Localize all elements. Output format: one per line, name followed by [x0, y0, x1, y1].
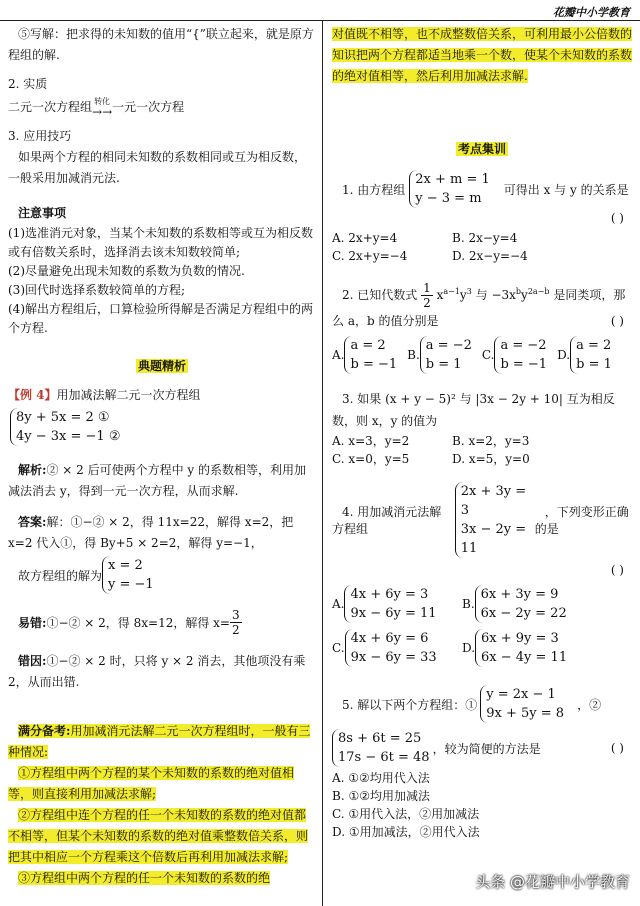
q3-option-b[interactable]: B. x=2，y=3 [452, 434, 530, 448]
q2-options [332, 336, 632, 374]
essence-arrow-label: 转化 [94, 97, 111, 106]
q5-system-2: 8s + 6t = 25 17s − 6t = 48 [332, 729, 430, 767]
essence-from: 二元一次方程组 [8, 100, 93, 114]
q1-option-c[interactable]: C. 2x+y=−4 [332, 249, 408, 263]
section-title-example: 典题精析 [137, 359, 186, 373]
q3-options [332, 432, 572, 468]
q4-option-d[interactable]: D. 6x + 9y = 3 6x − 4y = 11 [462, 631, 568, 665]
example-text: 用加减法解二元一次方程组 [56, 388, 201, 402]
q1-option-d[interactable]: D. 2x−y=−4 [452, 249, 528, 263]
example-header [8, 385, 316, 406]
arrow-icon: →→ [92, 105, 113, 119]
easy-fraction: $\frac{3}{2}$ [232, 608, 240, 637]
answer-solution-system: x = 2 y = −1 [102, 556, 154, 594]
q5-option-c[interactable]: C. ①用代入法，②用加减法 [332, 807, 480, 821]
easy-mistake: 易错: ①−② × 2，得 8x=12，解得 x= $\frac{3}{2}$ [18, 608, 240, 637]
watermark: 头条 @花瓣中小学教育 [475, 873, 630, 891]
q5-system-1: y = 2x − 1 9x + 5y = 8 [480, 685, 564, 723]
essence-to: 一元一次方程 [112, 100, 185, 114]
q2-answer-paren[interactable]: ( ) [610, 314, 624, 328]
q3-option-d[interactable]: D. x=5，y=0 [452, 452, 530, 466]
answer-solution: 故方程组的解为 x = 2 y = −1 [18, 558, 154, 592]
brand-header: 花瓣中小学教育 [553, 6, 630, 19]
q1-option-b[interactable]: B. 2x−y=4 [452, 231, 518, 245]
q4-system: 2x + 3y = 3 3x − 2y = 11 [455, 482, 532, 558]
note-1: (1)选准消元对象，当某个未知数的系数相等或互为相反数或有倍数关系时，选择消去该未知数较简单; [8, 226, 314, 259]
section-title-practice: 考点集训 [457, 142, 506, 156]
q1-system: 2x + m = 1 y − 3 = m [409, 170, 490, 208]
step5-text: ⑤写解：把求得的未知数的值用“{”联立起来，就是原方程组的解. [8, 27, 314, 62]
essence-title: 2. 实质 [8, 77, 48, 91]
q1-options [332, 229, 572, 265]
column-divider [322, 20, 323, 906]
q3-option-c[interactable]: C. x=0，y=5 [332, 452, 410, 466]
question-2: 2. 已知代数式 $\frac{1}{2}$ $x^{a-1}y^3$ 与 $-3x^by^{2a-b}$ 是同类项，那么 a，b 的值分别是 ( ) [332, 281, 632, 332]
tip-item-2: ②方程组中连个方程的任一个未知数的系数的绝对值都不相等，但某个未知数的系数的绝对值乘整数倍关系，则把其中相应一个方程乘这个倍数后再利用加减法求解; [8, 808, 309, 864]
right-column [332, 24, 632, 841]
analysis: 解析:② × 2 后可使两个方程中 y 的系数相等，利用加减法消去 y，得到一元一次方程，从而求解. [8, 463, 306, 498]
q5-option-d[interactable]: D. ①用加减法，②用代入法 [332, 825, 480, 839]
example-tag: 【例 4】 [8, 388, 57, 402]
question-4: 4. 用加减消元法解方程组 2x + 3y = 3 3x − 2y = 11 ，下列变形正确的是 [332, 484, 629, 556]
q4-option-a[interactable]: A. 4x + 6y = 3 9x − 6y = 11 [332, 587, 437, 621]
question-5: 5. 解以下两个方程组：① y = 2x − 1 9x + 5y = 8 ，② [342, 687, 602, 721]
example-system [10, 408, 120, 446]
wrong-reason: 错因:①−② × 2 时，只将 y × 2 消去，其他项没有乘 2，从而出错. [8, 654, 306, 689]
tips-title: 3. 应用技巧 [8, 129, 72, 143]
tip-box [8, 721, 316, 889]
q2-fraction: $\frac{1}{2}$ [423, 281, 431, 310]
tips-body: 如果两个方程的相同未知数的系数相同或互为相反数，一般采用加减消元法. [8, 150, 307, 185]
left-column [8, 24, 316, 889]
q5-option-b[interactable]: B. ①②均用加减法 [332, 789, 430, 803]
q2-option-b[interactable]: B. a = −2 b = 1 [407, 338, 472, 372]
tip-label: 满分备考: [18, 724, 71, 738]
note-2: (2)尽量避免出现未知数的系数为负数的情况. [8, 264, 245, 278]
q5-options [332, 769, 632, 841]
question-1: 1. 由方程组 2x + m = 1 y − 3 = m 可得出 x 与 y 的关系是 [342, 172, 629, 206]
header-rule [0, 20, 640, 21]
q3-option-a[interactable]: A. x=3，y=2 [332, 434, 410, 448]
q1-answer-paren[interactable]: ( ) [610, 211, 624, 225]
q1-option-a[interactable]: A. 2x+y=4 [332, 231, 398, 245]
tip-intro: 用加减消元法解二元一次方程组时，一般有三种情况: [8, 724, 311, 759]
example-eq2: 4y − 3x = −1 ② [16, 429, 121, 444]
q2-option-a[interactable]: A. a = 2 b = −1 [332, 338, 398, 372]
q5-option-a[interactable]: A. ①②均用代入法 [332, 771, 430, 785]
question-5-cont: 8s + 6t = 25 17s − 6t = 48 ，较为简便的方法是 ( ) [332, 729, 632, 767]
q4-option-b[interactable]: B. 6x + 3y = 9 6x − 2y = 22 [462, 587, 567, 621]
question-3: 3. 如果 (x + y − 5)² 与 |3x − 2y + 10| 互为相反数，则 x，y 的值为 [332, 392, 615, 428]
notes-title: 注意事项 [18, 206, 67, 220]
note-4: (4)解出方程组后，口算检验所得解是否满足方程组中的两个方程. [8, 302, 314, 335]
tip-item-3: ③方程组中两个方程的任一个未知数的系数的绝 [18, 871, 271, 885]
essence-line [8, 97, 316, 118]
q4-answer-paren[interactable]: ( ) [610, 563, 624, 577]
q4-option-c[interactable]: C. 4x + 6y = 6 9x − 6y = 33 [332, 631, 437, 665]
tip-continuation: 对值既不相等，也不成整数倍关系，可利用最小公倍数的知识把两个方程都适当地乘一个数，使某个未知数的系数的绝对值相等，然后利用加减法求解. [332, 27, 633, 83]
q5-answer-paren[interactable]: ( ) [610, 741, 624, 755]
answer: 答案:解：①−② × 2，得 11x=22，解得 x=2，把 x=2 代入①，得 By+5 × 2=2，解得 y=−1， [8, 515, 294, 550]
tip-item-1: ①方程组中两个方程的某个未知数的系数的绝对值相等，则直接利用加减法求解; [8, 766, 295, 801]
q2-option-c[interactable]: C. a = −2 b = −1 [481, 338, 548, 372]
example-eq1: 8y + 5x = 2 ① [16, 410, 110, 425]
q2-option-d[interactable]: D. a = 2 b = 1 [557, 338, 612, 372]
note-3: (3)回代时选择系数较简单的方程; [8, 283, 186, 297]
q4-options [332, 585, 592, 667]
